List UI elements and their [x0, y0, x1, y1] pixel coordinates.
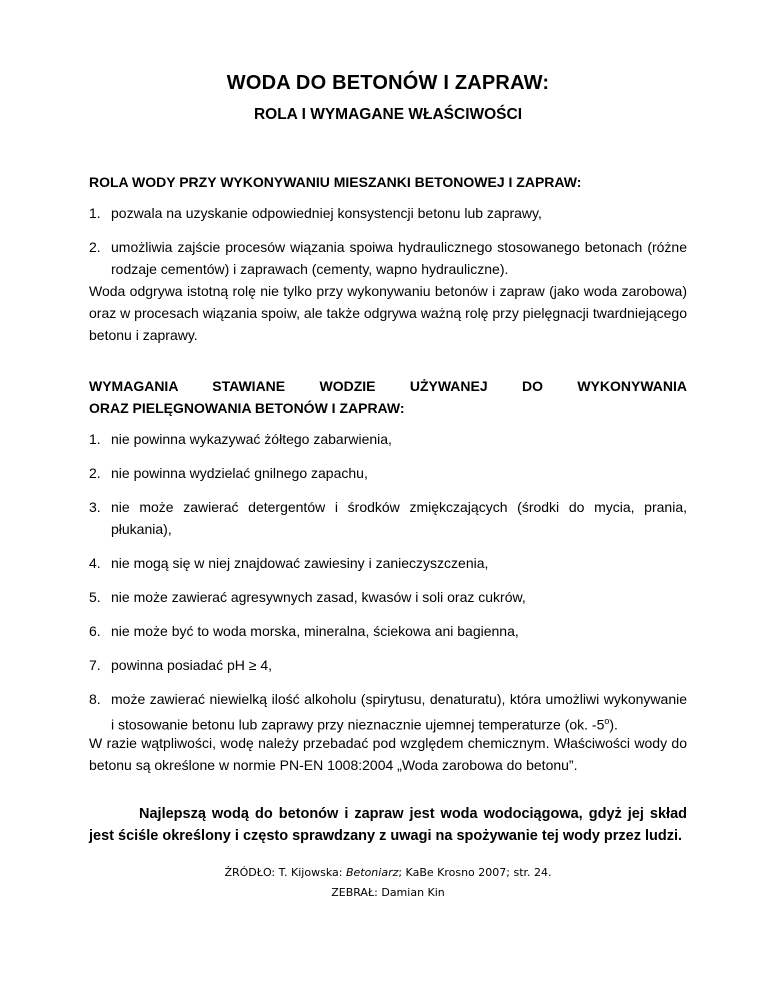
list-item-number: 6. — [89, 623, 101, 639]
list-item-number: 8. — [89, 691, 101, 707]
list-item-text: powinna posiadać pH ≥ 4, — [111, 657, 273, 673]
list-item — [89, 688, 687, 736]
list-item-text: nie powinna wykazywać żółtego zabarwienia, — [111, 431, 392, 447]
list-item-text: umożliwia zajście procesów wiązania spoiwa hydraulicznego stosowanego betonach (różne rodzaje cementów) i zaprawach (cementy, wapno hydrauliczne). — [111, 239, 687, 277]
conclusion-paragraph: Najlepszą wodą do betonów i zapraw jest woda wodociągowa, gdyż jej skład jest ściśle określony i często sprawdzany z uwagi na spożywanie tej wody przez ludzi. — [89, 806, 687, 844]
list-item — [89, 620, 687, 642]
source-book-title: Betoniarz — [345, 866, 399, 879]
document-subtitle: ROLA I WYMAGANE WŁAŚCIWOŚCI — [253, 106, 523, 123]
source-suffix: ; KaBe Krosno 2007; str. 24. — [398, 866, 552, 879]
list-item-text: nie może być to woda morska, mineralna, ściekowa ani bagienna, — [111, 623, 519, 639]
list-item-text-main: może zawierać niewielką ilość alkoholu (spirytusu, denaturatu), która umożliwi wykonywanie i stosowanie betonu lub zaprawy przy nieznacznie ujemnej temperaturze (ok. -5 — [111, 691, 687, 733]
list-item — [89, 428, 687, 450]
document-title: WODA DO BETONÓW I ZAPRAW: — [226, 72, 550, 94]
compiled-by: ZEBRAŁ: Damian Kin — [331, 886, 445, 899]
section2-paragraph: W razie wątpliwości, wodę należy przebadać pod względem chemicznym. Właściwości wody do betonu są określone w normie PN-EN 1008:2004 „Woda zarobowa do betonu”. — [89, 735, 687, 773]
section2-list — [89, 428, 687, 736]
list-item — [89, 462, 687, 484]
list-item — [89, 236, 687, 280]
list-item-number: 3. — [89, 499, 101, 515]
list-item-text: pozwala na uzyskanie odpowiedniej konsystencji betonu lub zaprawy, — [111, 205, 542, 221]
list-item-text — [111, 688, 687, 736]
list-item-number: 2. — [89, 465, 101, 481]
section1-heading: ROLA WODY PRZY WYKONYWANIU MIESZANKI BETONOWEJ I ZAPRAW: — [89, 174, 582, 190]
list-item-number: 2. — [89, 239, 101, 255]
list-item-number: 1. — [89, 205, 101, 221]
list-item-number: 7. — [89, 657, 101, 673]
list-item — [89, 552, 687, 574]
list-item-number: 5. — [89, 589, 101, 605]
section2-heading-line1: WYMAGANIA STAWIANE WODZIE UŻYWANEJ DO WYKONYWANIA — [89, 378, 687, 394]
section1-list — [89, 202, 687, 280]
list-item — [89, 654, 687, 676]
source-citation — [89, 866, 687, 879]
list-item-number: 1. — [89, 431, 101, 447]
list-item — [89, 496, 687, 540]
section2-heading — [89, 375, 687, 419]
source-prefix: ŹRÓDŁO: T. Kijowska: — [224, 866, 346, 879]
degree-superscript: o — [604, 716, 610, 726]
section2-heading-line2: ORAZ PIELĘGNOWANIA BETONÓW I ZAPRAW: — [89, 400, 405, 416]
list-item-text: nie mogą się w niej znajdować zawiesiny i zanieczyszczenia, — [111, 555, 489, 571]
section1-paragraph: Woda odgrywa istotną rolę nie tylko przy wykonywaniu betonów i zapraw (jako woda zarobowa) oraz w procesach wiązania spoiw, ale także odgrywa ważną rolę przy pielęgnacji twardniejącego betonu i zaprawy. — [89, 283, 687, 343]
list-item — [89, 586, 687, 608]
list-item-text: nie powinna wydzielać gnilnego zapachu, — [111, 465, 368, 481]
list-item-text: nie może zawierać detergentów i środków zmiękczających (środki do mycia, prania, płukania), — [111, 499, 687, 537]
list-item — [89, 202, 687, 224]
list-item-text-tail: ). — [609, 716, 618, 733]
list-item-text: nie może zawierać agresywnych zasad, kwasów i soli oraz cukrów, — [111, 589, 526, 605]
list-item-number: 4. — [89, 555, 101, 571]
